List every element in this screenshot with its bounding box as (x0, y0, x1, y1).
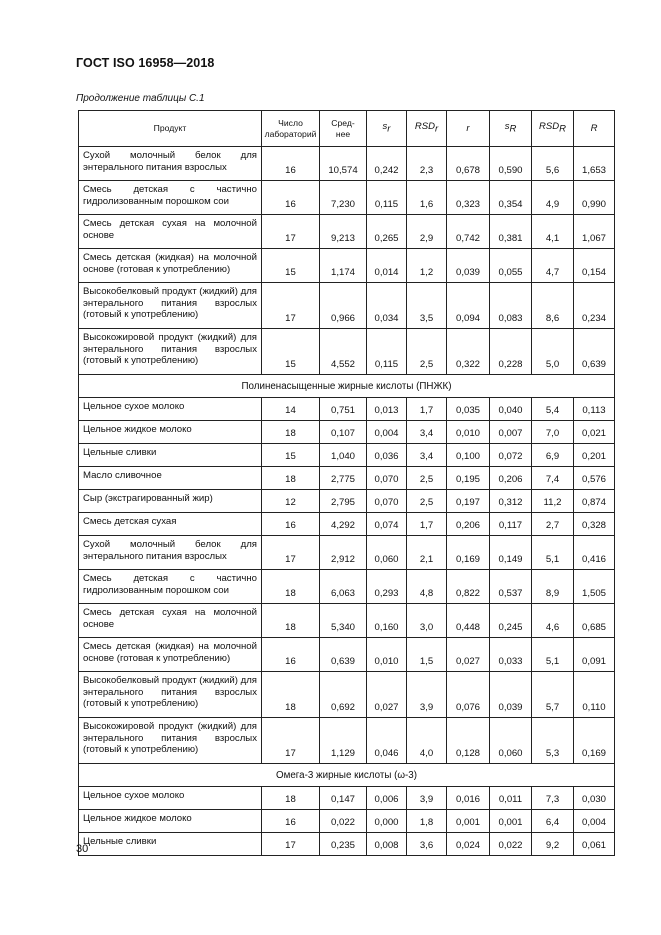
cell-sr: 0,006 (367, 787, 407, 810)
cell-r: 0,323 (447, 181, 490, 215)
cell-rsdr: 3,4 (407, 444, 447, 467)
cell-sR: 0,072 (490, 444, 532, 467)
cell-R: 0,110 (574, 672, 615, 718)
cell-r: 0,197 (447, 490, 490, 513)
cell-product: Высокожировой продукт (жидкий) для энтерального питания взрослых (готовый к употреблению) (79, 329, 262, 375)
cell-mean: 0,235 (320, 833, 367, 856)
table-body (79, 147, 615, 856)
col-header-product: Продукт (79, 111, 262, 147)
col-header-sr-base: s (382, 121, 388, 133)
cell-rsdR: 6,4 (532, 810, 574, 833)
cell-labs: 18 (262, 672, 320, 718)
cell-sR: 0,039 (490, 672, 532, 718)
cell-rsdR: 7,3 (532, 787, 574, 810)
cell-sr: 0,115 (367, 181, 407, 215)
cell-sr: 0,014 (367, 249, 407, 283)
cell-labs: 18 (262, 604, 320, 638)
cell-rsdR: 4,1 (532, 215, 574, 249)
cell-r: 0,322 (447, 329, 490, 375)
cell-mean: 0,022 (320, 810, 367, 833)
cell-sr: 0,034 (367, 283, 407, 329)
cell-rsdR: 5,3 (532, 718, 574, 764)
col-header-rsdr-base: RSD (414, 121, 435, 133)
table-row (79, 810, 615, 833)
cell-rsdR: 7,0 (532, 421, 574, 444)
cell-mean: 1,040 (320, 444, 367, 467)
cell-R: 0,154 (574, 249, 615, 283)
cell-r: 0,678 (447, 147, 490, 181)
col-header-R (574, 111, 615, 147)
cell-labs: 16 (262, 181, 320, 215)
cell-R: 1,505 (574, 570, 615, 604)
cell-mean: 2,795 (320, 490, 367, 513)
table-row (79, 249, 615, 283)
cell-labs: 17 (262, 536, 320, 570)
cell-labs: 18 (262, 421, 320, 444)
cell-r: 0,035 (447, 398, 490, 421)
table-row (79, 421, 615, 444)
cell-mean: 10,574 (320, 147, 367, 181)
cell-rsdr: 1,7 (407, 398, 447, 421)
table-row (79, 536, 615, 570)
cell-mean: 2,912 (320, 536, 367, 570)
cell-labs: 17 (262, 215, 320, 249)
cell-product: Цельные сливки (79, 444, 262, 467)
cell-R: 0,004 (574, 810, 615, 833)
col-header-rsdr-sub: r (434, 124, 439, 136)
cell-product: Цельное жидкое молоко (79, 421, 262, 444)
cell-sr: 0,000 (367, 810, 407, 833)
cell-r: 0,822 (447, 570, 490, 604)
cell-labs: 16 (262, 638, 320, 672)
cell-rsdr: 2,1 (407, 536, 447, 570)
cell-labs: 15 (262, 329, 320, 375)
cell-sR: 0,033 (490, 638, 532, 672)
cell-product: Цельное жидкое молоко (79, 810, 262, 833)
cell-sR: 0,149 (490, 536, 532, 570)
cell-sr: 0,242 (367, 147, 407, 181)
cell-sr: 0,046 (367, 718, 407, 764)
cell-rsdR: 5,6 (532, 147, 574, 181)
table-row (79, 283, 615, 329)
cell-labs: 18 (262, 570, 320, 604)
cell-sr: 0,074 (367, 513, 407, 536)
cell-sr: 0,013 (367, 398, 407, 421)
cell-sR: 0,011 (490, 787, 532, 810)
cell-r: 0,024 (447, 833, 490, 856)
cell-product: Смесь детская (жидкая) на молочной основе (готовая к употреблению) (79, 638, 262, 672)
table-caption: Продолжение таблицы С.1 (76, 93, 205, 104)
cell-product: Смесь детская (жидкая) на молочной основе (готовая к употреблению) (79, 249, 262, 283)
cell-rsdR: 5,0 (532, 329, 574, 375)
table-row (79, 604, 615, 638)
col-header-rsdr (407, 111, 447, 147)
cell-product: Смесь детская с частично гидролизованным порошком сои (79, 181, 262, 215)
cell-sr: 0,060 (367, 536, 407, 570)
cell-sR: 0,590 (490, 147, 532, 181)
cell-product: Высокобелковый продукт (жидкий) для энтерального питания взрослых (готовый к употреблению) (79, 283, 262, 329)
cell-mean: 0,692 (320, 672, 367, 718)
cell-r: 0,010 (447, 421, 490, 444)
cell-product: Смесь детская с частично гидролизованным порошком сои (79, 570, 262, 604)
cell-sr: 0,070 (367, 490, 407, 513)
section-title: Полиненасыщенные жирные кислоты (ПНЖК) (79, 375, 615, 398)
cell-rsdR: 5,7 (532, 672, 574, 718)
document-header: ГОСТ ISO 16958—2018 (76, 56, 215, 70)
cell-sR: 0,083 (490, 283, 532, 329)
cell-r: 0,039 (447, 249, 490, 283)
cell-mean: 0,107 (320, 421, 367, 444)
page-number: 30 (76, 843, 89, 855)
cell-sR: 0,001 (490, 810, 532, 833)
cell-product: Масло сливочное (79, 467, 262, 490)
cell-product: Смесь детская сухая (79, 513, 262, 536)
cell-rsdR: 6,9 (532, 444, 574, 467)
cell-labs: 18 (262, 787, 320, 810)
cell-mean: 4,552 (320, 329, 367, 375)
cell-sr: 0,010 (367, 638, 407, 672)
cell-sr: 0,008 (367, 833, 407, 856)
cell-R: 0,061 (574, 833, 615, 856)
cell-R: 0,990 (574, 181, 615, 215)
table-row (79, 833, 615, 856)
col-header-rsdR (532, 111, 574, 147)
cell-mean: 1,129 (320, 718, 367, 764)
cell-sr: 0,115 (367, 329, 407, 375)
table-row (79, 672, 615, 718)
col-header-labs: Число лабораторий (262, 111, 320, 147)
col-header-r-label: r (466, 122, 470, 134)
cell-rsdR: 4,6 (532, 604, 574, 638)
cell-sr: 0,070 (367, 467, 407, 490)
cell-R: 0,874 (574, 490, 615, 513)
cell-labs: 12 (262, 490, 320, 513)
cell-rsdr: 3,4 (407, 421, 447, 444)
cell-r: 0,016 (447, 787, 490, 810)
cell-sR: 0,228 (490, 329, 532, 375)
cell-rsdr: 2,5 (407, 329, 447, 375)
cell-product: Сыр (экстрагированный жир) (79, 490, 262, 513)
cell-rsdr: 1,5 (407, 638, 447, 672)
cell-r: 0,195 (447, 467, 490, 490)
cell-rsdr: 3,5 (407, 283, 447, 329)
cell-sR: 0,206 (490, 467, 532, 490)
cell-sR: 0,055 (490, 249, 532, 283)
cell-rsdr: 2,3 (407, 147, 447, 181)
cell-R: 0,113 (574, 398, 615, 421)
cell-sR: 0,040 (490, 398, 532, 421)
cell-product: Сухой молочный белок для энтерального питания взрослых (79, 147, 262, 181)
cell-rsdR: 8,9 (532, 570, 574, 604)
col-header-rsdR-sub: R (559, 124, 566, 136)
cell-rsdR: 8,6 (532, 283, 574, 329)
cell-product: Высокобелковый продукт (жидкий) для энтерального питания взрослых (готовый к употреблению) (79, 672, 262, 718)
cell-R: 0,639 (574, 329, 615, 375)
col-header-mean: Сред- нее (320, 111, 367, 147)
cell-R: 0,685 (574, 604, 615, 638)
cell-labs: 17 (262, 718, 320, 764)
cell-rsdR: 9,2 (532, 833, 574, 856)
cell-sr: 0,004 (367, 421, 407, 444)
cell-r: 0,100 (447, 444, 490, 467)
table-row (79, 718, 615, 764)
cell-r: 0,206 (447, 513, 490, 536)
cell-rsdR: 5,1 (532, 638, 574, 672)
table-row (79, 570, 615, 604)
cell-r: 0,169 (447, 536, 490, 570)
cell-labs: 18 (262, 467, 320, 490)
cell-sR: 0,354 (490, 181, 532, 215)
cell-mean: 1,174 (320, 249, 367, 283)
cell-rsdr: 2,9 (407, 215, 447, 249)
table-row (79, 147, 615, 181)
results-table (78, 110, 615, 856)
cell-rsdr: 3,6 (407, 833, 447, 856)
cell-product: Цельные сливки (79, 833, 262, 856)
cell-R: 0,416 (574, 536, 615, 570)
cell-labs: 17 (262, 833, 320, 856)
cell-product: Сухой молочный белок для энтерального питания взрослых (79, 536, 262, 570)
cell-labs: 16 (262, 147, 320, 181)
cell-r: 0,742 (447, 215, 490, 249)
cell-sR: 0,312 (490, 490, 532, 513)
cell-rsdR: 2,7 (532, 513, 574, 536)
table-row (79, 181, 615, 215)
cell-R: 1,653 (574, 147, 615, 181)
cell-R: 0,576 (574, 467, 615, 490)
cell-R: 0,169 (574, 718, 615, 764)
cell-rsdR: 11,2 (532, 490, 574, 513)
cell-rsdR: 4,9 (532, 181, 574, 215)
cell-mean: 0,966 (320, 283, 367, 329)
cell-sR: 0,245 (490, 604, 532, 638)
cell-R: 0,030 (574, 787, 615, 810)
cell-product: Цельное сухое молоко (79, 787, 262, 810)
cell-R: 1,067 (574, 215, 615, 249)
section-title: Омега-3 жирные кислоты (ω-3) (79, 764, 615, 787)
cell-product: Высокожировой продукт (жидкий) для энтерального питания взрослых (готовый к употреблению) (79, 718, 262, 764)
cell-rsdr: 3,9 (407, 787, 447, 810)
cell-sR: 0,537 (490, 570, 532, 604)
table-row (79, 490, 615, 513)
cell-sR: 0,117 (490, 513, 532, 536)
table-row (79, 398, 615, 421)
cell-R: 0,234 (574, 283, 615, 329)
section-row (79, 764, 615, 787)
cell-sR: 0,381 (490, 215, 532, 249)
cell-rsdr: 2,5 (407, 467, 447, 490)
cell-rsdR: 4,7 (532, 249, 574, 283)
cell-rsdr: 3,0 (407, 604, 447, 638)
cell-rsdr: 1,6 (407, 181, 447, 215)
cell-rsdr: 1,2 (407, 249, 447, 283)
col-header-rsdR-base: RSD (539, 121, 560, 133)
cell-mean: 4,292 (320, 513, 367, 536)
cell-rsdr: 2,5 (407, 490, 447, 513)
cell-sr: 0,265 (367, 215, 407, 249)
cell-product: Смесь детская сухая на молочной основе (79, 215, 262, 249)
cell-rsdr: 4,8 (407, 570, 447, 604)
col-header-r (447, 111, 490, 147)
col-header-sr-sub: r (387, 124, 391, 136)
cell-R: 0,021 (574, 421, 615, 444)
cell-mean: 5,340 (320, 604, 367, 638)
col-header-sR-base: s (504, 121, 510, 133)
cell-mean: 0,147 (320, 787, 367, 810)
cell-sR: 0,022 (490, 833, 532, 856)
cell-R: 0,328 (574, 513, 615, 536)
cell-rsdR: 5,1 (532, 536, 574, 570)
section-row (79, 375, 615, 398)
cell-labs: 15 (262, 444, 320, 467)
table-row (79, 513, 615, 536)
cell-mean: 6,063 (320, 570, 367, 604)
cell-r: 0,448 (447, 604, 490, 638)
table-row (79, 787, 615, 810)
cell-sr: 0,027 (367, 672, 407, 718)
cell-r: 0,076 (447, 672, 490, 718)
cell-labs: 14 (262, 398, 320, 421)
cell-mean: 7,230 (320, 181, 367, 215)
cell-labs: 17 (262, 283, 320, 329)
cell-mean: 0,639 (320, 638, 367, 672)
table-row (79, 215, 615, 249)
cell-rsdr: 4,0 (407, 718, 447, 764)
cell-mean: 9,213 (320, 215, 367, 249)
cell-product: Смесь детская сухая на молочной основе (79, 604, 262, 638)
cell-mean: 0,751 (320, 398, 367, 421)
table-row (79, 444, 615, 467)
cell-sr: 0,293 (367, 570, 407, 604)
table-header-row (79, 111, 615, 147)
cell-rsdR: 7,4 (532, 467, 574, 490)
cell-r: 0,094 (447, 283, 490, 329)
cell-sr: 0,160 (367, 604, 407, 638)
table-row (79, 329, 615, 375)
cell-product: Цельное сухое молоко (79, 398, 262, 421)
col-header-R-label: R (590, 122, 598, 134)
cell-sr: 0,036 (367, 444, 407, 467)
cell-R: 0,201 (574, 444, 615, 467)
cell-labs: 16 (262, 513, 320, 536)
cell-rsdR: 5,4 (532, 398, 574, 421)
cell-labs: 16 (262, 810, 320, 833)
col-header-sR-sub: R (509, 124, 517, 136)
cell-r: 0,001 (447, 810, 490, 833)
cell-sR: 0,007 (490, 421, 532, 444)
col-header-sR (490, 111, 532, 147)
cell-mean: 2,775 (320, 467, 367, 490)
cell-rsdr: 3,9 (407, 672, 447, 718)
table-row (79, 467, 615, 490)
table-row (79, 638, 615, 672)
cell-r: 0,027 (447, 638, 490, 672)
cell-rsdr: 1,7 (407, 513, 447, 536)
cell-sR: 0,060 (490, 718, 532, 764)
cell-rsdr: 1,8 (407, 810, 447, 833)
cell-labs: 15 (262, 249, 320, 283)
cell-r: 0,128 (447, 718, 490, 764)
cell-R: 0,091 (574, 638, 615, 672)
col-header-sr (367, 111, 407, 147)
